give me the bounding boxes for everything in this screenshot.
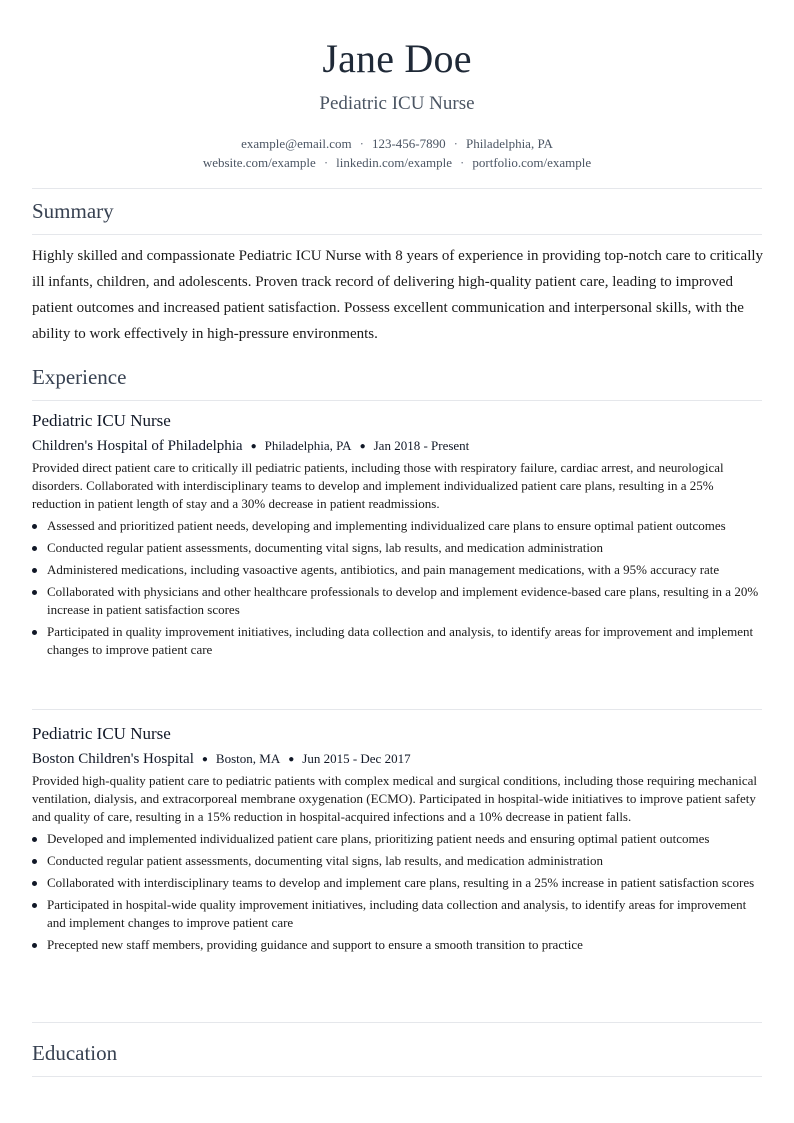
bullet-icon (32, 630, 37, 635)
contact-linkedin-link[interactable]: linkedin.com/example (336, 155, 453, 170)
list-item (32, 852, 764, 870)
bullet-icon (32, 943, 37, 948)
list-item (32, 896, 764, 932)
achievement-text: Conducted regular patient assessments, documenting vital signs, lab results, and medication administration (47, 540, 603, 555)
bullet-icon (32, 524, 37, 529)
contact-separator: · (453, 136, 458, 151)
achievement-text: Collaborated with interdisciplinary teams to develop and implement care plans, resulting in a 25% increase in patient satisfaction scores (47, 875, 755, 890)
job-achievements-list (32, 517, 764, 659)
achievement-text: Developed and implemented individualized patient care plans, prioritizing patient needs and ensuring optimal patient outcomes (47, 831, 710, 846)
contact-website-link[interactable]: website.com/example (202, 155, 316, 170)
header-divider (32, 188, 762, 189)
list-item (32, 517, 764, 535)
contact-separator: · (460, 155, 465, 170)
achievement-text: Collaborated with physicians and other healthcare professionals to develop and implement evidence-based care plans, resulting in a 20% increase in patient satisfaction scores (47, 584, 759, 617)
job-meta (32, 436, 764, 457)
entry-divider (32, 709, 762, 710)
list-item (32, 539, 764, 557)
contact-line-links (0, 154, 794, 172)
summary-divider (32, 234, 762, 235)
contact-separator: · (323, 155, 329, 170)
contact-separator: · (359, 136, 364, 151)
contact-phone[interactable]: 123-456-7890 (371, 136, 446, 151)
achievement-text: Administered medications, including vasoactive agents, antibiotics, and pain management medications, with a 95% accuracy rate (47, 562, 720, 577)
list-item (32, 936, 764, 954)
summary-heading: Summary (32, 199, 114, 223)
contact-location: Philadelphia, PA (465, 136, 553, 151)
bullet-icon (32, 568, 37, 573)
job-description: Provided high-quality patient care to pediatric patients with complex medical and surgical conditions, including those requiring mechanical ventilation, dialysis, and extracorporeal membrane oxygenation (ECMO). Participated in hospital-wide initiatives to improve patient safety and quality of care, resulting in a 15% reduction in hospital-acquired infections and a 10% decrease in patient falls. (32, 773, 758, 824)
list-item (32, 830, 764, 848)
job-company: Children's Hospital of Philadelphia (32, 438, 243, 454)
achievement-text: Participated in quality improvement initiatives, including data collection and analysis, to identify areas for improvement and implement changes to improve patient care (47, 624, 754, 657)
job-description: Provided direct patient care to critically ill pediatric patients, including those with respiratory failure, cardiac arrest, and neurological disorders. Collaborated with interdisciplinary teams to develop and implement individualized patient care plans, resulting in a 25% reduction in patient length of stay and a 30% decrease in patient readmissions. (32, 460, 724, 511)
meta-bullet: ● (201, 754, 208, 765)
experience-heading: Experience (32, 365, 127, 389)
job-achievements-list (32, 830, 764, 954)
achievement-text: Conducted regular patient assessments, documenting vital signs, lab results, and medication administration (47, 853, 603, 868)
job-meta (32, 749, 764, 770)
bullet-icon (32, 881, 37, 886)
job-dates: Jun 2015 - Dec 2017 (302, 751, 411, 766)
contact-email[interactable]: example@email.com (241, 136, 352, 151)
bullet-icon (32, 590, 37, 595)
meta-bullet: ● (359, 441, 366, 452)
bullet-icon (32, 837, 37, 842)
list-item (32, 623, 764, 659)
entry-divider (32, 1022, 762, 1023)
meta-bullet: ● (288, 754, 295, 765)
achievement-text: Participated in hospital-wide quality improvement initiatives, including data collection and analysis, to identify areas for improvement and implement changes to improve patient care (47, 897, 747, 930)
experience-entry (32, 410, 764, 663)
list-item (32, 561, 764, 579)
job-location: Boston, MA (215, 751, 281, 766)
meta-bullet: ● (250, 441, 257, 452)
job-title: Pediatric ICU Nurse (32, 411, 171, 430)
list-item (32, 874, 764, 892)
job-dates: Jan 2018 - Present (373, 438, 470, 453)
achievement-text: Assessed and prioritized patient needs, developing and implementing individualized care plans to ensure optimal patient outcomes (47, 518, 726, 533)
contact-portfolio-link[interactable]: portfolio.com/example (472, 155, 592, 170)
contact-line-primary (0, 135, 794, 153)
summary-text: Highly skilled and compassionate Pediatric ICU Nurse with 8 years of experience in providing top-notch care to critically ill infants, children, and adolescents. Proven track record of delivering high-quality patient care, leading to improved patient outcomes and increased patient satisfaction. Possess excellent communication and interpersonal skills, with the ability to work effectively in high-pressure environments. (32, 248, 764, 342)
education-heading: Education (32, 1041, 118, 1065)
candidate-name: Jane Doe (322, 36, 472, 81)
bullet-icon (32, 546, 37, 551)
job-company: Boston Children's Hospital (32, 751, 194, 767)
experience-divider (32, 400, 762, 401)
education-divider (32, 1076, 762, 1077)
job-title: Pediatric ICU Nurse (32, 724, 171, 743)
job-location: Philadelphia, PA (264, 438, 352, 453)
list-item (32, 583, 764, 619)
candidate-role: Pediatric ICU Nurse (319, 93, 475, 114)
achievement-text: Precepted new staff members, providing guidance and support to ensure a smooth transition to practice (47, 937, 583, 952)
bullet-icon (32, 903, 37, 908)
experience-entry (32, 723, 764, 958)
bullet-icon (32, 859, 37, 864)
